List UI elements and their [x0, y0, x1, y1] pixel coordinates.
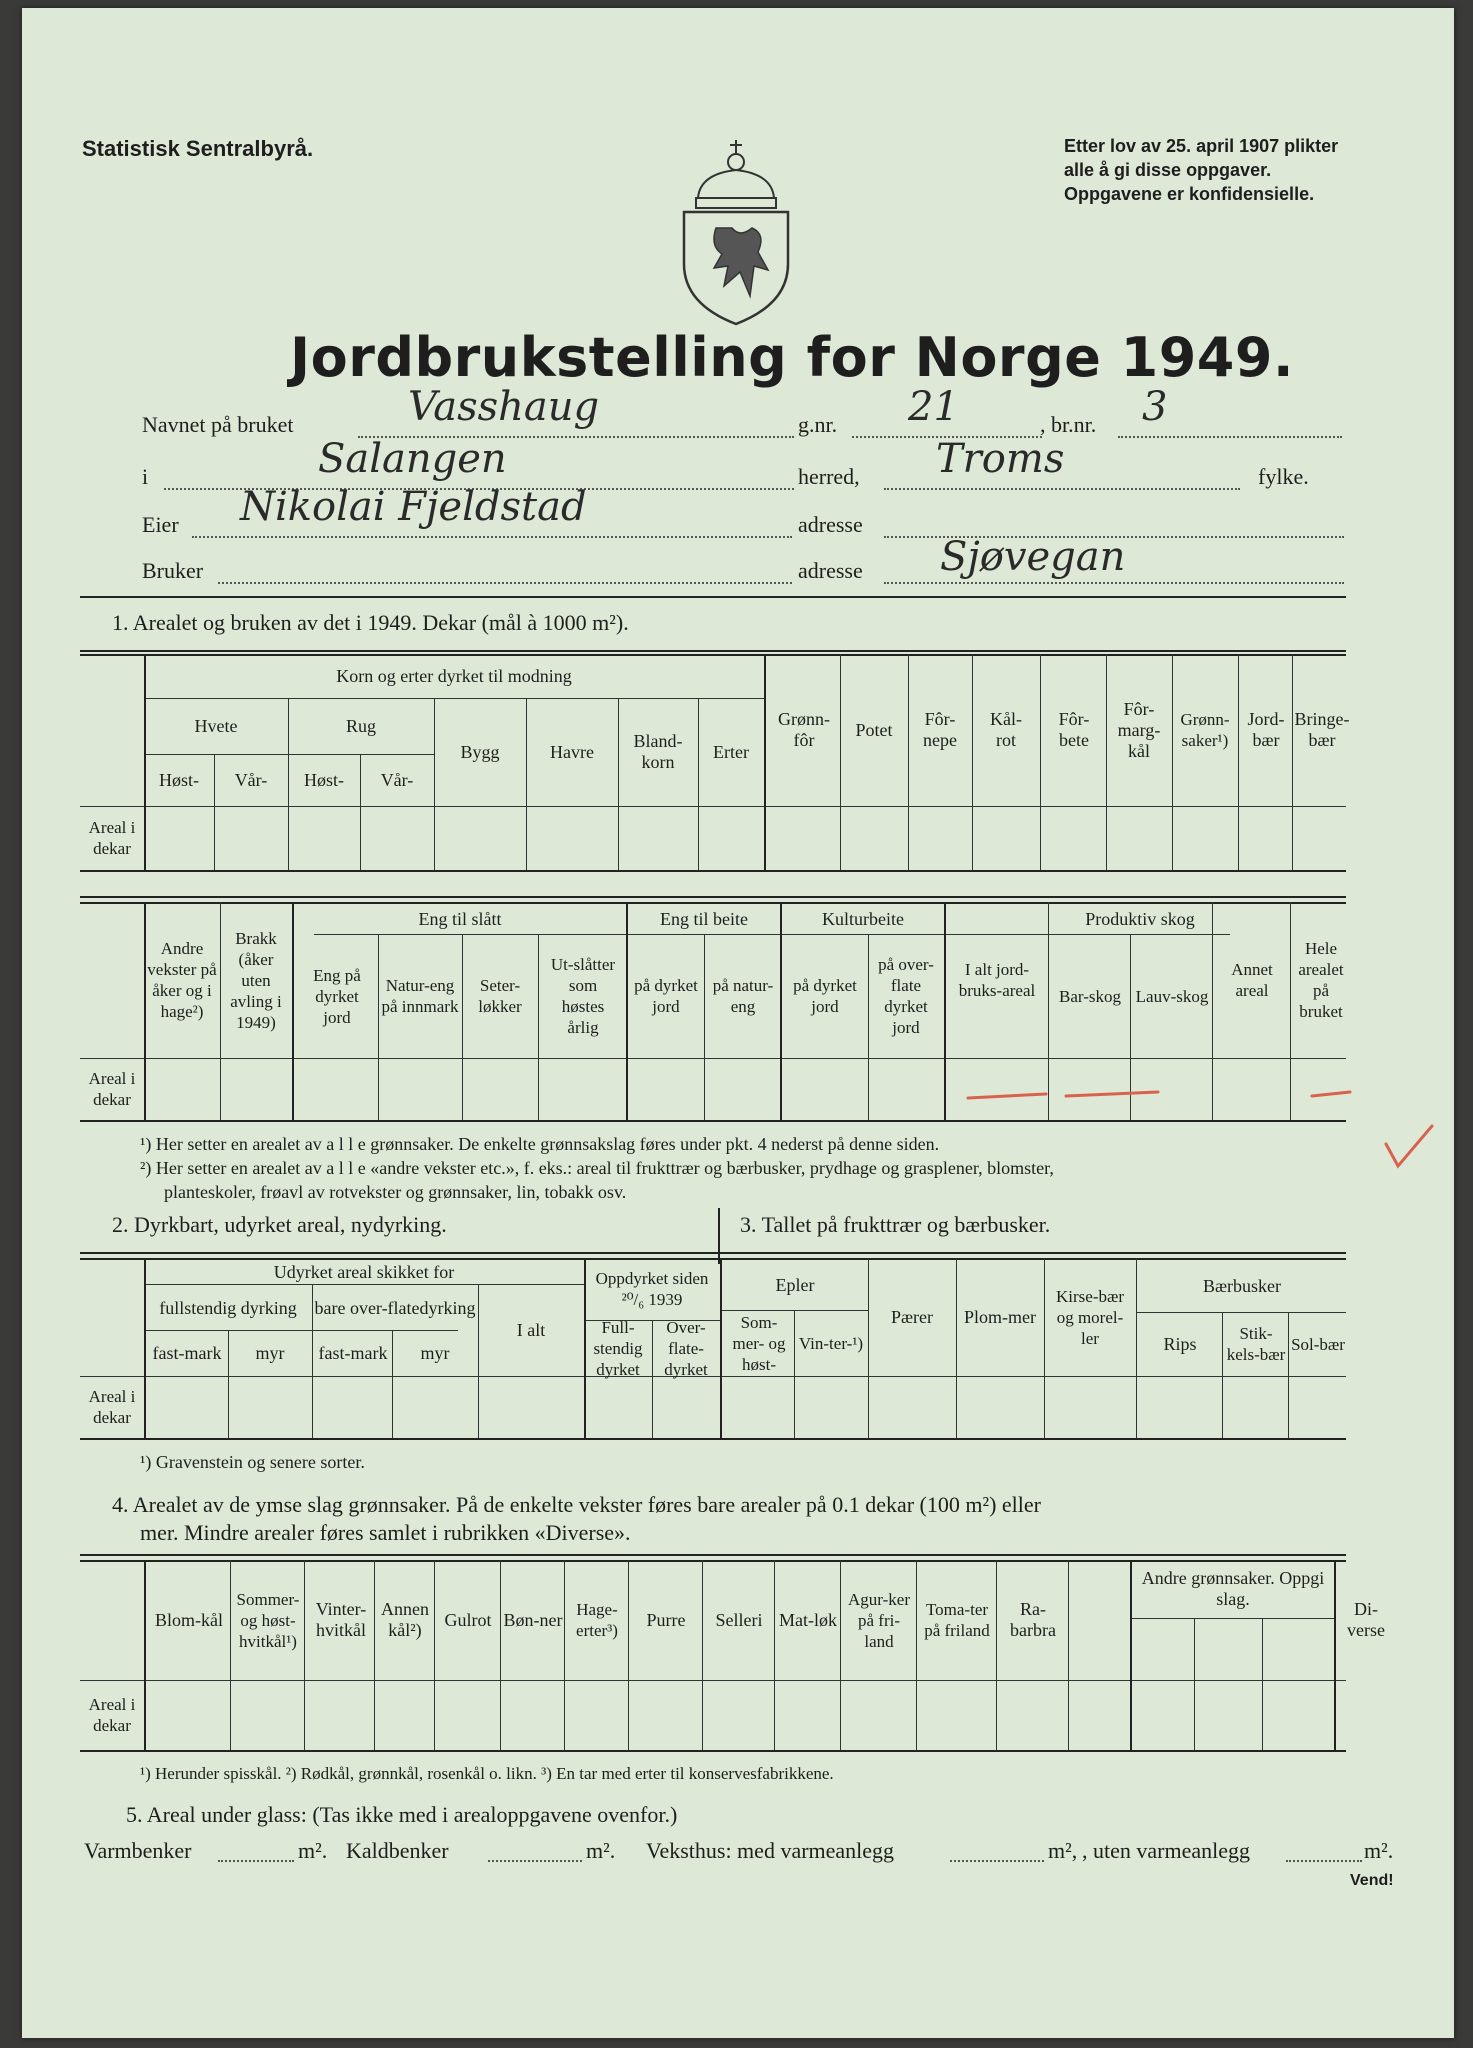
rule: [80, 596, 1346, 598]
header-myr-1: myr: [255, 1342, 285, 1363]
legal-line-2: alle å gi disse oppgaver.: [1064, 160, 1272, 180]
label-herred: herred,: [798, 464, 860, 489]
section5-heading: 5. Areal under glass: (Tas ikke med i arealoppgavene ovenfor.): [126, 1802, 678, 1827]
label-user: Bruker: [142, 558, 204, 583]
vend-note: Vend!: [1350, 1872, 1394, 1889]
document-title: Jordbrukstelling for Norge 1949.: [290, 326, 1294, 389]
header-kultur-dyrket: på dyrket jord: [793, 976, 857, 1016]
label-fylke: fylke.: [1258, 464, 1309, 489]
header-kirsebaer: Kirse-bær og morel-ler: [1056, 1286, 1124, 1348]
header-andre-vekster: Andre vekster på åker og i hage²): [147, 939, 217, 1021]
header-epler: Epler: [775, 1274, 815, 1295]
county-value[interactable]: Troms: [936, 436, 1065, 482]
label-user-address: adresse: [798, 558, 863, 583]
header-produktiv-skog: Produktiv skog: [1085, 908, 1195, 929]
label-varmbenker: Varmbenker: [84, 1838, 192, 1863]
veksthus-unheated-line[interactable]: [1286, 1860, 1362, 1862]
header-sommer-host: Som-mer- og høst-: [732, 1312, 786, 1374]
header-havre: Havre: [550, 741, 594, 762]
header-hele-arealet: Hele arealet på bruket: [1298, 939, 1344, 1021]
header-bringebaer: Bringe-bær: [1294, 709, 1350, 750]
header-blandkorn: Bland-korn: [633, 731, 683, 772]
header-vinter: Vin-ter-¹): [798, 1333, 864, 1353]
section4-heading-1: 4. Arealet av de ymse slag grønnsaker. På de enkelte vekster føres bare arealer på 0.1 dekar (100 m²) eller: [112, 1492, 1041, 1517]
label-uten: , uten varmeanlegg: [1082, 1838, 1250, 1863]
header-solbaer: Sol-bær: [1291, 1334, 1345, 1354]
header-eng-beite: Eng til beite: [660, 908, 748, 929]
legal-notice: [1064, 134, 1338, 206]
header-gronnfor: Grønn-fôr: [778, 709, 830, 750]
header-erter: Erter: [713, 741, 749, 762]
header-naturbeng: Natur-eng på innmark: [381, 976, 459, 1016]
header-lauvskog: Lauv-skog: [1135, 986, 1209, 1006]
brnr-line: [1118, 436, 1342, 438]
header-potet: Potet: [855, 719, 893, 740]
footnote-section2: ¹) Gravenstein og senere sorter.: [140, 1452, 365, 1472]
header-veg-5: Gulrot: [444, 1609, 492, 1630]
header-veg-11: Agur-ker på fri-land: [848, 1589, 910, 1651]
header-veg-1: Blom-kål: [155, 1609, 223, 1630]
row-label-areal: Areal i dekar: [88, 1695, 136, 1735]
header-utslatter: Ut-slåtter som høstes årlig: [550, 955, 616, 1037]
red-dash-marks: [962, 1078, 1362, 1108]
header-veg-12: Toma-ter på friland: [924, 1600, 990, 1640]
header-hvete-var: Vår-: [234, 769, 268, 790]
legal-line-3: Oppgavene er konfidensielle.: [1064, 184, 1315, 204]
header-fastmark-1: fast-mark: [152, 1342, 222, 1363]
header-andre-gronnsaker: Andre grønnsaker. Oppgi slag.: [1141, 1568, 1325, 1609]
header-annet-areal: Annet areal: [1231, 960, 1273, 1000]
header-seterlokker: Seter-løkker: [478, 976, 522, 1016]
header-veg-7: Hage-erter³): [576, 1600, 618, 1640]
header-barskog: Bar-skog: [1059, 986, 1121, 1006]
kaldbenker-line[interactable]: [488, 1860, 582, 1862]
header-jordbaer: Jord-bær: [1247, 709, 1285, 750]
label-gnr: g.nr.: [798, 412, 838, 437]
header-fornepe: Fôr-nepe: [923, 709, 957, 750]
header-veg-6: Bøn-ner: [503, 1609, 563, 1630]
section2-heading: 2. Dyrkbart, udyrket areal, nydyrking.: [112, 1212, 447, 1237]
header-paerer: Pærer: [891, 1306, 933, 1327]
header-fullstendig: fullstendig dyrking: [159, 1297, 297, 1318]
header-rips: Rips: [1163, 1333, 1197, 1354]
header-gronnsaker: Grønn-saker¹): [1180, 710, 1230, 750]
header-udyrket: Udyrket areal skikket for: [273, 1261, 455, 1282]
header-veg-8: Purre: [646, 1609, 686, 1630]
header-kulturbeite: Kulturbeite: [822, 908, 904, 929]
label-brnr: , br.nr.: [1040, 412, 1097, 437]
header-formargkal: Fôr-marg-kål: [1117, 698, 1161, 761]
municipality-value[interactable]: Salangen: [318, 436, 507, 482]
user-address-value[interactable]: Sjøvegan: [940, 534, 1126, 580]
header-veg-9: Selleri: [715, 1609, 763, 1630]
header-eng-dyrket: Eng på dyrket jord: [313, 965, 361, 1027]
unit-m2-2: m².: [586, 1838, 616, 1863]
label-farm-name: Navnet på bruket: [142, 412, 294, 437]
header-i-alt-2: I alt: [516, 1319, 546, 1340]
header-veg-13: Ra-barbra: [1010, 1599, 1056, 1640]
header-diverse: Di-verse: [1347, 1599, 1385, 1640]
gnr-value[interactable]: 21: [908, 384, 959, 430]
header-rug-var: Vår-: [380, 769, 414, 790]
label-kaldbenker: Kaldbenker: [346, 1838, 449, 1863]
row-label-areal: Areal i dekar: [88, 818, 136, 858]
header-hvete: Hvete: [194, 715, 238, 736]
census-form-page: [22, 8, 1454, 2038]
section3-heading: 3. Tallet på frukttrær og bærbusker.: [740, 1212, 1051, 1237]
label-owner-address: adresse: [798, 512, 863, 537]
header-rug-host: Høst-: [304, 769, 344, 790]
veksthus-heated-line[interactable]: [950, 1860, 1044, 1862]
header-forbete: Fôr-bete: [1058, 709, 1090, 750]
section4-heading-2: mer. Mindre arealer føres samlet i rubrikken «Diverse».: [140, 1520, 631, 1545]
varmbenker-line[interactable]: [218, 1860, 294, 1862]
header-plommer: Plom-mer: [964, 1306, 1036, 1327]
header-stikkelsbaer: Stik-kels-bær: [1226, 1324, 1286, 1364]
label-veksthus: Veksthus: med varmeanlegg: [646, 1838, 895, 1863]
header-beite-dyrket: på dyrket jord: [634, 976, 698, 1016]
section-divider: [718, 1208, 720, 1264]
publisher: Statistisk Sentralbyrå.: [82, 136, 314, 161]
unit-m2-3: m²,: [1048, 1838, 1078, 1863]
header-baerbusker: Bærbusker: [1203, 1275, 1281, 1296]
farm-name-value[interactable]: Vasshaug: [408, 384, 600, 430]
header-veg-4: Annen kål²): [381, 1599, 429, 1640]
user-line: [218, 582, 792, 584]
owner-value[interactable]: Nikolai Fjeldstad: [240, 484, 587, 530]
county-line: [884, 488, 1240, 490]
header-veg-3: Vinter-hvitkål: [315, 1599, 367, 1640]
label-owner: Eier: [142, 512, 179, 537]
header-hvete-host: Høst-: [159, 769, 199, 790]
header-i-alt: I alt jord-bruks-areal: [958, 960, 1036, 1000]
header-fastmark-2: fast-mark: [318, 1342, 388, 1363]
coat-of-arms-icon: [670, 136, 802, 328]
header-bare-overflate: bare over-flatedyrking: [314, 1297, 476, 1318]
footnote-2b: planteskoler, frøavl av rotvekster og grønnsaker, lin, tobakk osv.: [164, 1182, 627, 1202]
header-veg-10: Mat-løk: [779, 1609, 837, 1630]
footnote-section4: ¹) Herunder spisskål. ²) Rødkål, grønnkål, rosenkål o. likn. ³) En tar med erter til konservesfabrikkene.: [140, 1764, 834, 1783]
user-address-line: [884, 582, 1344, 584]
unit-m2-4: m².: [1364, 1838, 1394, 1863]
row-label-areal: Areal i dekar: [88, 1387, 136, 1427]
header-kultur-overflate: på over-flate dyrket jord: [878, 955, 934, 1037]
owner-line: [192, 536, 792, 538]
brnr-value[interactable]: 3: [1142, 384, 1168, 430]
header-oppdyrket: Oppdyrket siden ²⁰/₆ 1939: [595, 1269, 709, 1309]
header-brakk: Brakk (åker uten avling i 1949): [230, 928, 282, 1032]
header-kalrot: Kål-rot: [990, 709, 1022, 750]
header-bygg: Bygg: [460, 741, 500, 762]
header-overflatedyrket: Over-flate-dyrket: [664, 1317, 708, 1379]
header-korn: Korn og erter dyrket til modning: [336, 665, 572, 686]
red-check-icon: [1382, 1122, 1438, 1172]
footnote-2a: ²) Her setter en arealet av a l l e «andre vekster etc.», f. eks.: areal til frukttrær og bærbusker, prydhage og grasplener, blomster,: [140, 1158, 1054, 1178]
header-myr-2: myr: [420, 1342, 450, 1363]
header-rug: Rug: [345, 715, 376, 736]
header-eng-slatt: Eng til slått: [418, 908, 502, 929]
header-beite-natur: på natur-eng: [712, 976, 774, 1016]
unit-m2-1: m².: [298, 1838, 328, 1863]
legal-line-1: Etter lov av 25. april 1907 plikter: [1064, 136, 1339, 156]
label-in: i: [142, 464, 149, 489]
header-fullstendig-dyrket: Full-stendig dyrket: [593, 1317, 643, 1379]
section1-heading: 1. Arealet og bruken av det i 1949. Dekar (mål à 1000 m²).: [112, 610, 629, 635]
header-veg-2: Sommer- og høst-hvitkål¹): [236, 1589, 300, 1651]
footnote-1: ¹) Her setter en arealet av a l l e grønnsaker. De enkelte grønnsakslag føres under pkt. 4 nederst på denne siden.: [140, 1134, 940, 1154]
row-label-areal: Areal i dekar: [88, 1069, 136, 1109]
